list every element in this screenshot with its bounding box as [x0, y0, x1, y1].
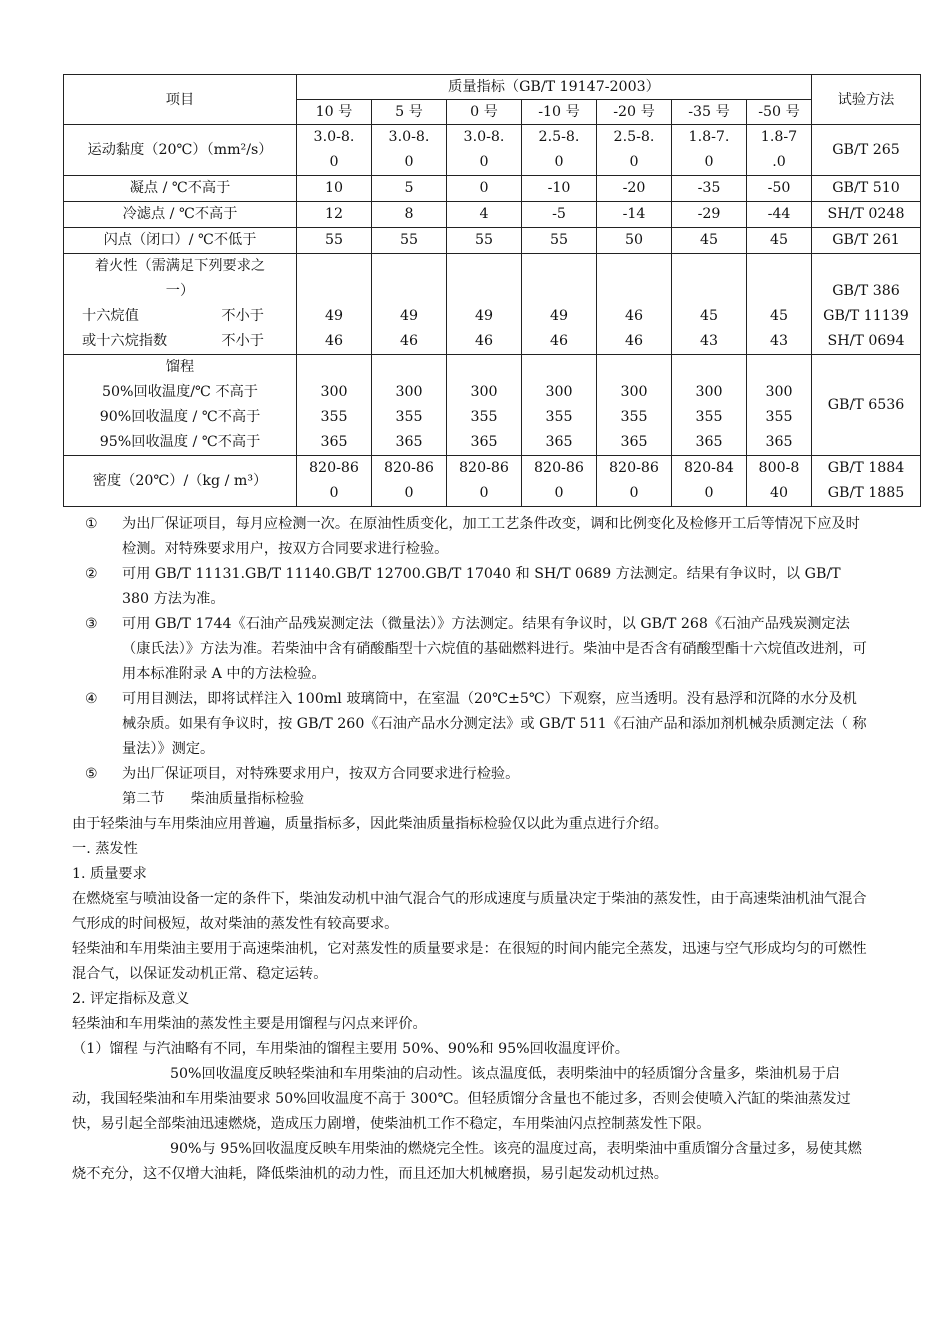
condense-method: GB/T 510	[812, 176, 921, 202]
footnote-text: 可用目测法，即将试样注入 100ml 玻璃筒中，在室温（20℃±5℃）下观察，应当透明。没有悬浮和沉降的水分及机械杂质。如果有争议时，按 GB/T 260《石油产品水分测定法》或 GB/T 511《石油产品和添加剂机械杂质测定法（ 称量法）》测定。	[122, 691, 867, 757]
ignition-cell: 49 46	[522, 254, 597, 355]
paragraph-distillation: （1）馏程 与汽油略有不同，车用柴油的馏程主要用 50%、90%和 95%回收温度评价。	[72, 1041, 629, 1057]
density-cell: 820-84 0	[672, 456, 747, 507]
condense-cell: 0	[447, 176, 522, 202]
condense-cell: -35	[672, 176, 747, 202]
density-cell: 820-86 0	[297, 456, 372, 507]
density-cell: 800-8 40	[747, 456, 812, 507]
distill-cell: 300 355 365	[672, 355, 747, 456]
viscosity-cell: 3.0-8. 0	[372, 125, 447, 176]
paragraph: 在燃烧室与喷油设备一定的条件下，柴油发动机中油气混合气的形成速度与质量决定于柴油的蒸发性，由于高速柴油机油气混合气形成的时间极短，故对柴油的蒸发性有较高要求。	[72, 891, 867, 932]
cfpp-cell: -29	[672, 202, 747, 228]
flash-cell: 45	[672, 228, 747, 254]
ignition-cell: 45 43	[747, 254, 812, 355]
condense-cell: 5	[372, 176, 447, 202]
grade-header: -50 号	[747, 100, 812, 125]
distill-cell: 300 355 365	[372, 355, 447, 456]
ignition-cell: 46 46	[597, 254, 672, 355]
header-row-1	[64, 75, 921, 100]
cfpp-cell: -5	[522, 202, 597, 228]
condense-cell: -50	[747, 176, 812, 202]
cfpp-cell: 8	[372, 202, 447, 228]
row-cfpp	[64, 202, 921, 228]
condense-cell: -20	[597, 176, 672, 202]
heading-quality-req: 1. 质量要求	[72, 866, 147, 882]
footnote-text: 可用 GB/T 1744《石油产品残炭测定法（微量法）》方法测定。结果有争议时，以 GB/T 268《石油产品残炭测定法（康氏法）》方法为准。若柴油中含有硝酸酯型十六烷值的基础燃料进行。柴油中是否含有硝酸型酯十六烷值改进剂，可用本标准附录 A 中的方法检验。	[122, 616, 867, 682]
viscosity-cell: 1.8-7. 0	[672, 125, 747, 176]
ignition-cell: 49 46	[297, 254, 372, 355]
distill-cell: 300 355 365	[747, 355, 812, 456]
row-viscosity	[64, 125, 921, 176]
cfpp-label: 冷滤点 / ℃不高于	[64, 202, 297, 228]
viscosity-cell: 3.0-8. 0	[297, 125, 372, 176]
viscosity-cell: 1.8-7 .0	[747, 125, 812, 176]
footnote-mark: ④	[85, 691, 98, 707]
grade-header: 5 号	[372, 100, 447, 125]
footnote	[72, 512, 867, 562]
footnote-text: 为出厂保证项目，每月应检测一次。在原油性质变化，加工工艺条件改变，调和比例变化及检修开工后等情况下应及时检测。对特殊要求用户，按双方合同要求进行检验。	[122, 516, 860, 557]
distill-label: 馏程 50%回收温度/℃ 不高于 90%回收温度 / ℃不高于 95%回收温度 / ℃不高于	[64, 355, 297, 456]
quality-spec-table	[63, 74, 921, 507]
flash-cell: 55	[522, 228, 597, 254]
flash-cell: 55	[372, 228, 447, 254]
flash-cell: 55	[297, 228, 372, 254]
distill-cell: 300 355 365	[522, 355, 597, 456]
heading-evaporation: 一. 蒸发性	[72, 841, 138, 857]
header-item: 项目	[64, 75, 297, 125]
intro-paragraph: 由于轻柴油与车用柴油应用普遍，质量指标多，因此柴油质量指标检验仅以此为重点进行介绍。	[72, 816, 668, 832]
density-cell: 820-86 0	[372, 456, 447, 507]
condense-cell: -10	[522, 176, 597, 202]
viscosity-cell: 3.0-8. 0	[447, 125, 522, 176]
cfpp-cell: 12	[297, 202, 372, 228]
grade-header: -35 号	[672, 100, 747, 125]
ignition-cell: 45 43	[672, 254, 747, 355]
footnotes	[72, 512, 867, 787]
footnote	[72, 562, 867, 612]
paragraph: 轻柴油和车用柴油的蒸发性主要是用馏程与闪点来评价。	[72, 1016, 427, 1032]
header-method: 试验方法	[812, 75, 921, 125]
cfpp-cell: 4	[447, 202, 522, 228]
flash-cell: 45	[747, 228, 812, 254]
paragraph: 90%与 95%回收温度反映车用柴油的燃烧完全性。该亮的温度过高，表明柴油中重质馏分含量过多，易使其燃烧不充分，这不仅增大油耗，降低柴油机的动力性，而且还加大机械磨损，易引起发动机过热。	[72, 1141, 862, 1182]
heading-indicators: 2. 评定指标及意义	[72, 991, 190, 1007]
footnote	[72, 762, 867, 787]
flash-cell: 55	[447, 228, 522, 254]
condense-cell: 10	[297, 176, 372, 202]
footnote	[72, 687, 867, 762]
footnote-text: 可用 GB/T 11131.GB/T 11140.GB/T 12700.GB/T 17040 和 SH/T 0689 方法测定。结果有争议时，以 GB/T 380 方法为准。	[122, 566, 841, 607]
footnote-mark: ②	[85, 566, 98, 582]
viscosity-method: GB/T 265	[812, 125, 921, 176]
flash-cell: 50	[597, 228, 672, 254]
distill-cell: 300 355 365	[447, 355, 522, 456]
footnote	[72, 612, 867, 687]
flash-method: GB/T 261	[812, 228, 921, 254]
ignition-method: GB/T 386 GB/T 11139 SH/T 0694	[812, 254, 921, 355]
density-cell: 820-86 0	[522, 456, 597, 507]
row-distillation	[64, 355, 921, 456]
paragraph: 50%回收温度反映轻柴油和车用柴油的启动性。该点温度低，表明柴油中的轻质馏分含量多，柴油机易于启动，我国轻柴油和车用柴油要求 50%回收温度不高于 300℃。但轻质馏分含量也不能过多，否则会使喷入汽缸的柴油蒸发过快，易引起全部柴油迅速燃烧，造成压力剧增，使柴油机工作不稳定，车用柴油闪点控制蒸发性下限。	[72, 1066, 851, 1132]
body-text	[72, 787, 867, 1187]
density-cell: 820-86 0	[447, 456, 522, 507]
footnote-text: 为出厂保证项目，对特殊要求用户，按双方合同要求进行检验。	[122, 766, 520, 782]
grade-header: 10 号	[297, 100, 372, 125]
viscosity-cell: 2.5-8. 0	[522, 125, 597, 176]
section-heading: 第二节 柴油质量指标检验	[122, 791, 305, 807]
cfpp-cell: -44	[747, 202, 812, 228]
row-flash	[64, 228, 921, 254]
viscosity-cell: 2.5-8. 0	[597, 125, 672, 176]
distill-cell: 300 355 365	[297, 355, 372, 456]
footnote-mark: ⑤	[85, 766, 98, 782]
density-method: GB/T 1884 GB/T 1885	[812, 456, 921, 507]
header-quality: 质量指标（GB/T 19147-2003）	[297, 75, 812, 100]
distill-cell: 300 355 365	[597, 355, 672, 456]
paragraph: 轻柴油和车用柴油主要用于高速柴油机，它对蒸发性的质量要求是：在很短的时间内能完全蒸发，迅速与空气形成均匀的可燃性混合气，以保证发动机正常、稳定运转。	[72, 941, 867, 982]
grade-header: -10 号	[522, 100, 597, 125]
viscosity-label: 运动黏度（20℃）（mm²/s）	[64, 125, 297, 176]
condense-label: 凝点 / ℃不高于	[64, 176, 297, 202]
row-condense	[64, 176, 921, 202]
flash-label: 闪点（闭口）/ ℃不低于	[64, 228, 297, 254]
row-ignition	[64, 254, 921, 355]
density-cell: 820-86 0	[597, 456, 672, 507]
density-label: 密度（20℃）/（kg / m³）	[64, 456, 297, 507]
grade-header: -20 号	[597, 100, 672, 125]
cfpp-cell: -14	[597, 202, 672, 228]
distill-method: GB/T 6536	[812, 355, 921, 456]
grade-header: 0 号	[447, 100, 522, 125]
footnote-mark: ①	[85, 516, 98, 532]
ignition-cell: 49 46	[447, 254, 522, 355]
cfpp-method: SH/T 0248	[812, 202, 921, 228]
ignition-label: 着火性（需满足下列要求之 一） 十六烷值 不小于 或十六烷指数 不小于	[64, 254, 297, 355]
ignition-cell: 49 46	[372, 254, 447, 355]
footnote-mark: ③	[85, 616, 98, 632]
row-density	[64, 456, 921, 507]
